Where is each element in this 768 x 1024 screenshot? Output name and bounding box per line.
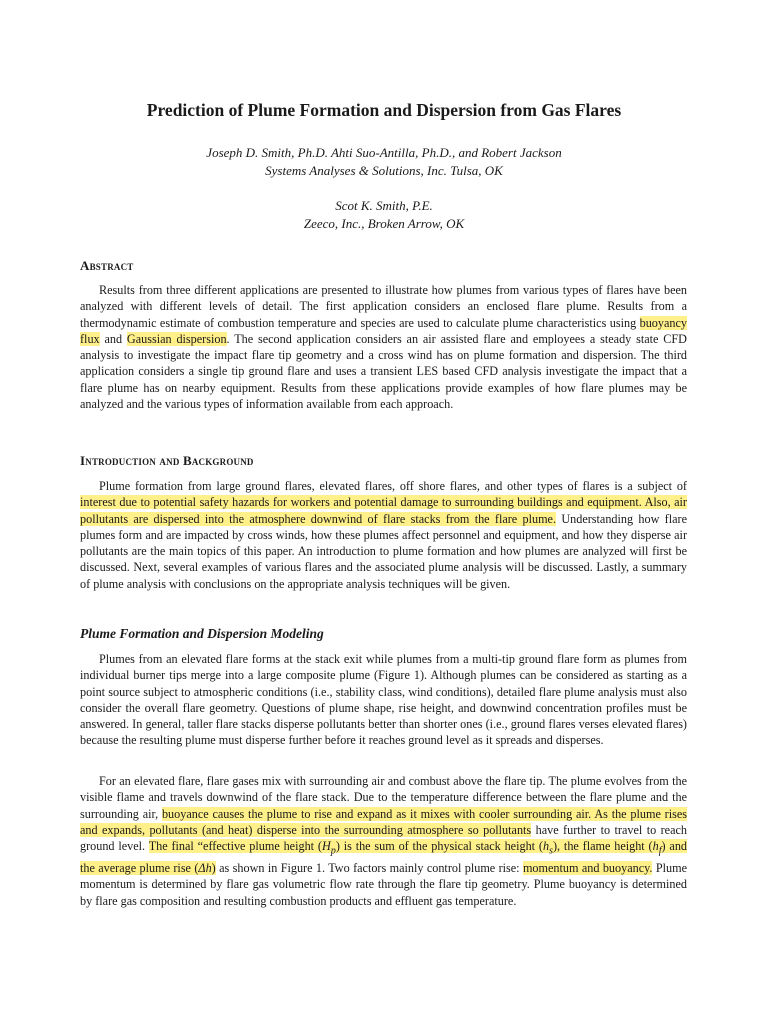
author-block-2 [0, 197, 768, 233]
eff-height-text-c: ), the flame height ( [553, 839, 653, 854]
p2-sentence-4: Plume momentum is determined by flare gas volumetric flow rate through the flare tip geometry. Plume buoyancy is determined by flare gas composition and resulting combustion products and effluent gas temperature. [80, 860, 687, 908]
authors-line-1: Joseph D. Smith, Ph.D. Ahti Suo-Antilla, Ph.D., and Robert Jackson [206, 145, 562, 160]
symbol-hp [321, 839, 336, 857]
eff-height-text-a: The final “effective plume height ( [148, 839, 322, 854]
intro-heading: Introduction and Background [80, 453, 254, 468]
eff-height-text-b: ) is the sum of the physical stack height ( [335, 839, 543, 854]
affiliation-1: Systems Analyses & Solutions, Inc. Tulsa, OK [265, 163, 503, 178]
eff-height-text-e: ) [211, 860, 216, 875]
highlight-safety-hazards: interest due to potential safety hazards for workers and potential damage to surrounding buildings and equipment. Also, air pollutants are dispersed into the atmosphere downwind of flare stacks from the flare plume. [80, 495, 687, 526]
authors-line-2: Scot K. Smith, P.E. [335, 198, 433, 213]
highlight-gaussian-dispersion: Gaussian dispersion [126, 331, 227, 346]
p2-sentence-2: have further to travel to reach ground level. [80, 822, 688, 854]
symbol-hs [542, 839, 553, 857]
symbol-hp-base: H [321, 839, 331, 854]
highlight-buoyancy-flux: buoyancy flux [80, 315, 687, 346]
abstract-sentence-rest: . The second application considers an air assisted flare and employees a steady state CFD analysis to investigate the impact flare tip geometry and a cross wind has on plume formation and dispersion. The third application considers a single tip ground flare and uses a transient LES based CFD analysis investigate the impact that a flare plume has on nearby equipment. Results from these applications provide examples of how flare plumes may be analyzed and the various types of information available from each approach. [80, 331, 687, 412]
symbol-hs-base: h [542, 839, 550, 854]
highlight-momentum-buoyancy: momentum and buoyancy. [522, 860, 653, 875]
symbol-hf-sub: f [658, 845, 662, 857]
paper-title: Prediction of Plume Formation and Dispersion from Gas Flares [146, 100, 622, 120]
abstract-heading: Abstract [80, 258, 134, 273]
modeling-paragraph-1: Plumes from an elevated flare forms at the stack exit while plumes from a multi-tip ground flare form as plumes from individual burner tips merge into a large composite plume (Figure 1). Although plumes can be considered as starting as a point source subject to atmospheric conditions (i.e., stability class, wind conditions), detailed flare plume analysis must also consider the overall flare geometry. Questions of plume shape, rise height, and downwind concentration profiles must be answered. In general, taller flare stacks disperse pollutants better than shorter ones (i.e., ground flares verses elevated flares) because the resulting plume must disperse further before it reaches ground level as it spreads and disperses. [80, 652, 687, 748]
p2-sentence-3: as shown in Figure 1. Two factors mainly control plume rise: [215, 860, 523, 875]
affiliation-2: Zeeco, Inc., Broken Arrow, OK [303, 216, 465, 231]
p2-sentence-1: For an elevated flare, flare gases mix with surrounding air and combust above the flare tip. The plume evolves from the visible flame and travels downwind of the flare stack. Due to the temperature difference between the flare plume and the surrounding air, [80, 774, 687, 821]
intro-sentence-1: Plume formation from large ground flares, elevated flares, off shore flares, and other types of flares is a subject of [99, 479, 687, 493]
abstract-paragraph [80, 282, 687, 412]
abstract-connector: and [99, 331, 127, 346]
modeling-text-1 [80, 651, 687, 749]
abstract-text [80, 282, 687, 412]
symbol-delta-h: Δh [198, 860, 212, 875]
symbol-hs-sub: s [549, 845, 553, 857]
modeling-text-2 [80, 773, 687, 909]
intro-paragraph [80, 478, 687, 592]
intro-sentence-rest: Understanding how flare plumes form and are impacted by cross winds, how these plumes affect personnel and equipment, and how they disperse air pollutants are the main topics of this paper. An introduction to plume formation and how plumes are analyzed will first be discussed. Next, several examples of various flares and the associated plume analysis will be discussed. Lastly, a summary of plume analysis with conclusions on the appropriate analysis techniques will be given. [80, 511, 687, 591]
modeling-subheading: Plume Formation and Dispersion Modeling [80, 626, 324, 641]
author-block-1 [0, 144, 768, 180]
symbol-hf-base: h [652, 839, 659, 854]
modeling-paragraph-2 [80, 773, 687, 909]
highlight-buoyance: buoyance causes the plume to rise and expand as it mixes with cooler surrounding air. As the plume rises and expands, pollutants (and heat) disperse into the surrounding atmosphere so pollutants [80, 806, 687, 837]
intro-text [80, 478, 687, 592]
symbol-hp-sub: p [330, 845, 336, 857]
abstract-sentence-1: Results from three different applications are presented to illustrate how plumes from various types of flares have been analyzed with different levels of detail. The first application considers an enclosed flare plume. Results from a thermodynamic estimate of combustion temperature and species are used to calculate plume characteristics using [80, 283, 687, 330]
symbol-hf [652, 839, 662, 857]
eff-height-text-d: ) and the average plume rise ( [80, 839, 688, 875]
